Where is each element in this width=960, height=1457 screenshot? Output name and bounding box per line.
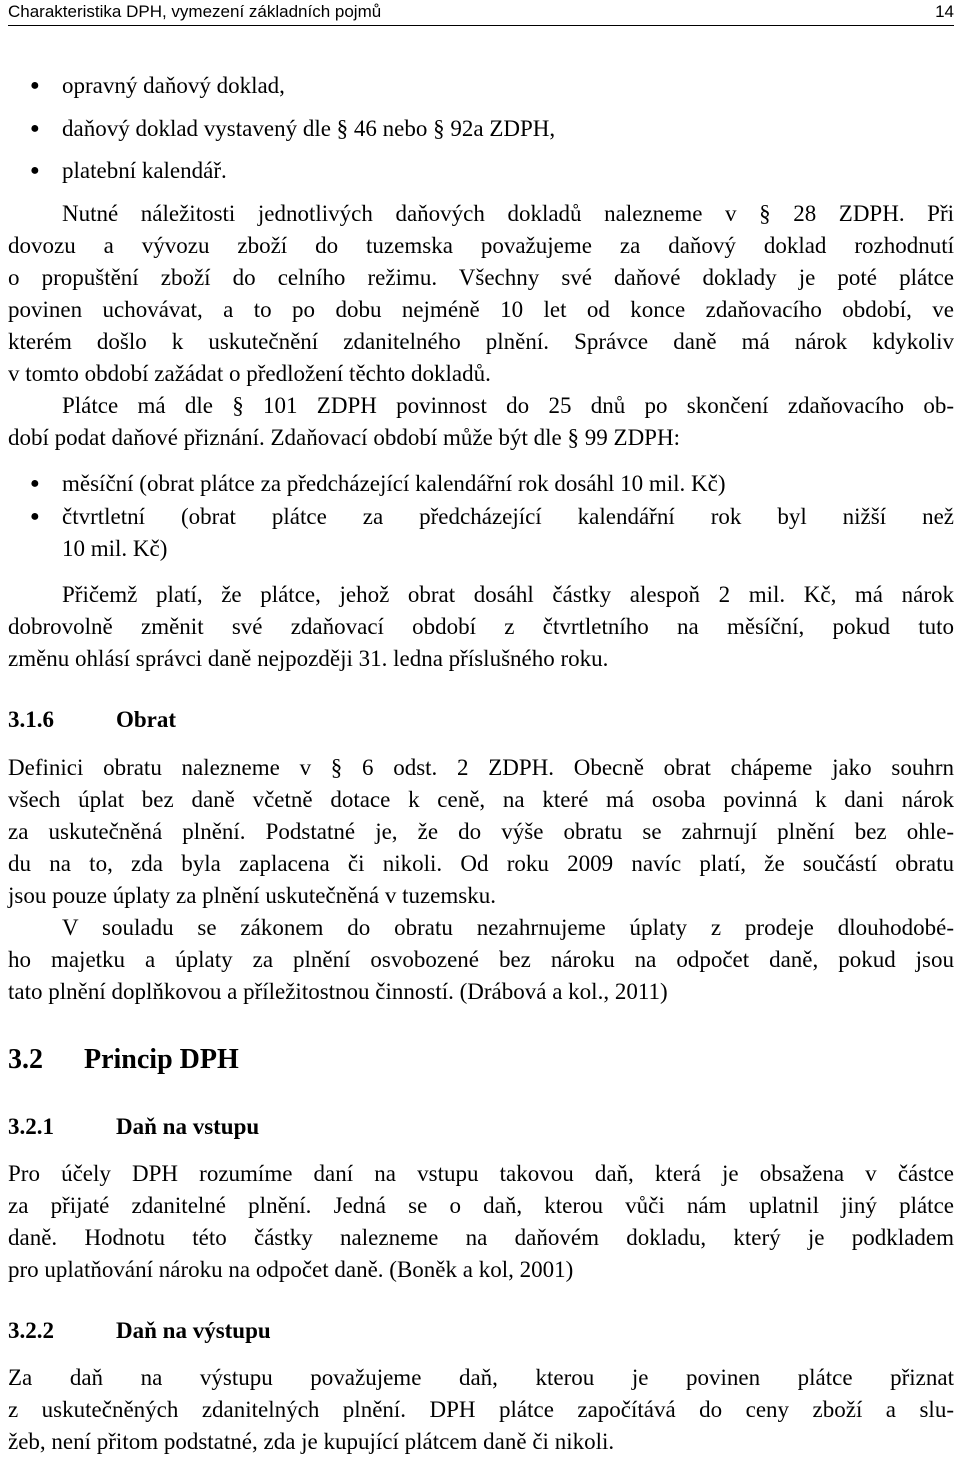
paragraph-line: V souladu se zákonem do obratu nezahrnujeme úplaty z prodeje dlouhodobé- xyxy=(62,915,954,940)
paragraph-line: pro uplatňování nároku na odpočet daně. (Boněk a kol, 2001) xyxy=(8,1257,574,1282)
paragraph-line: dobí podat daňové přiznání. Zdaňovací období může být dle § 99 ZDPH: xyxy=(8,425,680,450)
list-item-continuation: 10 mil. Kč) xyxy=(62,536,168,561)
paragraph-line: du na to, zda byla zaplacena či nikoli. Od roku 2009 navíc platí, že součástí obratu xyxy=(8,851,954,876)
paragraph-line: za uskutečněná plnění. Podstatné je, že do výše obratu se zahrnují plnění bez ohle- xyxy=(8,819,954,844)
section-heading xyxy=(8,706,176,734)
paragraph-line: všech úplat bez daně včetně dotace k ceně, na které má osoba povinná k dani nárok xyxy=(8,787,954,812)
section-heading xyxy=(8,1113,259,1141)
section-title: Obrat xyxy=(116,707,177,732)
chapter-heading xyxy=(8,1043,239,1077)
bullet-icon: ● xyxy=(30,475,40,492)
paragraph-line: dobrovolně změnit své zdaňovací období z čtvrtletního na měsíční, pokud tuto xyxy=(8,614,954,639)
section-title: Princip DPH xyxy=(84,1044,239,1075)
list-item: opravný daňový doklad, xyxy=(62,73,285,98)
bullet-icon: ● xyxy=(30,120,40,137)
section-heading xyxy=(8,1317,271,1345)
paragraph-line: povinen uchovávat, a to po dobu nejméně 10 let od konce zdaňovacího období, ve xyxy=(8,297,954,322)
bullet-icon: ● xyxy=(30,508,40,525)
list-item: měsíční (obrat plátce za předcházející kalendářní rok dosáhl 10 mil. Kč) xyxy=(62,471,726,496)
header-chapter-title: Charakteristika DPH, vymezení základních pojmů xyxy=(8,2,382,21)
paragraph-line: Definici obratu nalezneme v § 6 odst. 2 ZDPH. Obecně obrat chápeme jako souhrn xyxy=(8,755,954,780)
list-item: čtvrtletní (obrat plátce za předcházející kalendářní rok byl nižší než xyxy=(62,504,954,529)
paragraph-line: z uskutečněných zdanitelných plnění. DPH plátce započítává do ceny zboží a slu- xyxy=(8,1397,954,1422)
paragraph-line: Za daň na výstupu považujeme daň, kterou je povinen plátce přiznat xyxy=(8,1365,954,1390)
paragraph-line: Přičemž platí, že plátce, jehož obrat dosáhl částky alespoň 2 mil. Kč, má nárok xyxy=(62,582,954,607)
section-number: 3.1.6 xyxy=(8,707,54,732)
section-number: 3.2.1 xyxy=(8,1114,54,1139)
paragraph-line: tato plnění doplňkovou a příležitostnou činností. (Drábová a kol., 2011) xyxy=(8,979,668,1004)
list-item: daňový doklad vystavený dle § 46 nebo § 92a ZDPH, xyxy=(62,116,556,141)
paragraph-line: ho majetku a úplaty za plnění osvobozené bez nároku na odpočet daně, pokud jsou xyxy=(8,947,954,972)
bullet-icon: ● xyxy=(30,77,40,94)
bullet-icon: ● xyxy=(30,162,40,179)
paragraph-line: žeb, není přitom podstatné, zda je kupující plátcem daně či nikoli. xyxy=(8,1429,615,1454)
paragraph-line: Pro účely DPH rozumíme daní na vstupu takovou daň, která je obsažena v částce xyxy=(8,1161,954,1186)
list-item: platební kalendář. xyxy=(62,158,227,183)
section-title: Daň na výstupu xyxy=(116,1318,271,1343)
paragraph-line: změnu ohlásí správci daně nejpozději 31. ledna příslušného roku. xyxy=(8,646,609,671)
page-number: 14 xyxy=(935,2,954,21)
page-header xyxy=(8,0,954,26)
section-title: Daň na vstupu xyxy=(116,1114,260,1139)
paragraph-line: dovozu a vývozu zboží do tuzemska považujeme za daňový doklad rozhodnutí xyxy=(8,233,954,258)
paragraph-line: kterém došlo k uskutečnění zdanitelného plnění. Správce daně má nárok kdykoliv xyxy=(8,329,954,354)
paragraph-line: jsou pouze úplaty za plnění uskutečněná v tuzemsku. xyxy=(8,883,496,908)
section-number: 3.2.2 xyxy=(8,1318,54,1343)
paragraph-line: Plátce má dle § 101 ZDPH povinnost do 25 dnů po skončení zdaňovacího ob- xyxy=(62,393,954,418)
paragraph-line: v tomto období zažádat o předložení těchto dokladů. xyxy=(8,361,491,386)
paragraph-line: za přijaté zdanitelné plnění. Jedná se o daň, kterou vůči nám uplatnil jiný plátce xyxy=(8,1193,954,1218)
paragraph-line: Nutné náležitosti jednotlivých daňových dokladů nalezneme v § 28 ZDPH. Při xyxy=(62,201,954,226)
section-number: 3.2 xyxy=(8,1044,43,1075)
paragraph-line: o propuštění zboží do celního režimu. Všechny své daňové doklady je poté plátce xyxy=(8,265,954,290)
paragraph-line: daně. Hodnotu této částky nalezneme na daňovém dokladu, který je podkladem xyxy=(8,1225,954,1250)
